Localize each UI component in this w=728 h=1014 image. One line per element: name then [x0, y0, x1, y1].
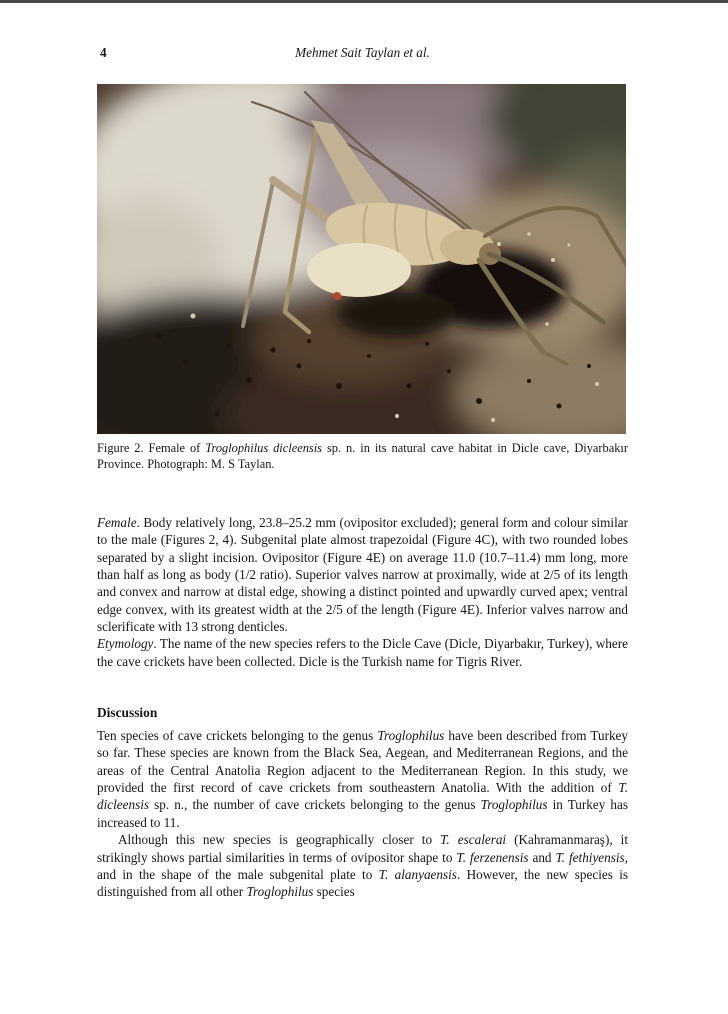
paragraph-text: species [313, 884, 355, 900]
caption-species-name: Troglophilus dicleensis [205, 441, 322, 455]
cave-photo-illustration [97, 84, 626, 434]
paragraph-lead: Etymology [97, 636, 154, 652]
paragraph-text: . The name of the new species refers to the Dicle Cave (Dicle, Diyarbakır, Turkey), where the cave crickets have been collected. Dicle is the Turkish name for Tigris River. [97, 636, 628, 669]
article-body [97, 514, 628, 901]
female-description-paragraph [97, 514, 628, 635]
paragraph-text: have been described from Turkey so far. These species are known from the Black Sea, Aegean, and Mediterranean Regions, and the areas of the Central Anatolia Region adjacent to the Mediterranean Region. In this study, we provided the first record of cave crickets from southeastern Anatolia. With the addition of [97, 728, 628, 796]
paragraph-text: and [528, 849, 556, 865]
paragraph-text: , and in the shape of the male subgenital plate to [97, 849, 628, 882]
paragraph-lead: Female [97, 515, 137, 530]
page-header [97, 45, 628, 63]
cricket-belly [307, 243, 411, 297]
genus-name: Troglophilus [480, 797, 548, 813]
scan-edge-bar [0, 0, 728, 3]
etymology-paragraph [97, 635, 628, 670]
species-name: T. dicleensis [97, 780, 628, 813]
red-spot [333, 292, 341, 300]
paragraph-text: . Body relatively long, 23.8–25.2 mm (ovipositor excluded); general form and colour similar to the male (Figures 2, 4). Subgenital plate almost trapezoidal (Figure 4C), with two rounded lobes separated by a slight incision. Ovipositor (Figure 4E) on average 11.0 (10.7–11.4) mm long, more than half as long as body (1/2 ratio). Superior valves narrow at proximally, wide at 2/5 of its length and convex and narrow at distal edge, showing a distinct pointed and upwardly curved apex; ventral edge convex, with its greatest width at the 2/5 of the length (Figure 4E). Inferior valves narrow and sclerificate with 13 strong denticles. [97, 515, 628, 635]
paragraph-text: sp. n., the number of cave crickets belonging to the genus [149, 797, 481, 813]
discussion-paragraph-2 [97, 831, 628, 900]
paragraph-text: (Kahramanmaraş), it strikingly shows partial similarities in terms of ovipositor shape to [97, 832, 628, 865]
genus-name: Troglophilus [377, 728, 445, 744]
caption-text: sp. n. in its natural cave habitat in Dicle cave, Diyarbakır Province. Photograph: M. S Taylan. [97, 441, 628, 471]
page-number: 4 [100, 45, 107, 60]
species-name: T. escalerai [440, 832, 507, 848]
figure-photo [97, 84, 626, 434]
species-name: T. alanyaensis [378, 866, 457, 882]
paragraph-text: in Turkey has increased to 11. [97, 797, 628, 830]
paragraph-text: Although this new species is geographically closer to [118, 832, 441, 848]
discussion-paragraph-1 [97, 727, 628, 831]
running-head: Mehmet Sait Taylan et al. [295, 45, 430, 60]
figure-caption [97, 441, 628, 473]
caption-text: Figure 2. Female of [97, 441, 206, 455]
genus-name: Troglophilus [246, 884, 314, 900]
paragraph-text: . However, the new species is distinguished from all other [97, 866, 628, 900]
species-name: T. ferzenensis [456, 849, 529, 865]
species-name: T. fethiyensis [555, 849, 625, 865]
discussion-heading: Discussion [97, 705, 158, 721]
paragraph-text: Ten species of cave crickets belonging to the genus [97, 728, 378, 744]
